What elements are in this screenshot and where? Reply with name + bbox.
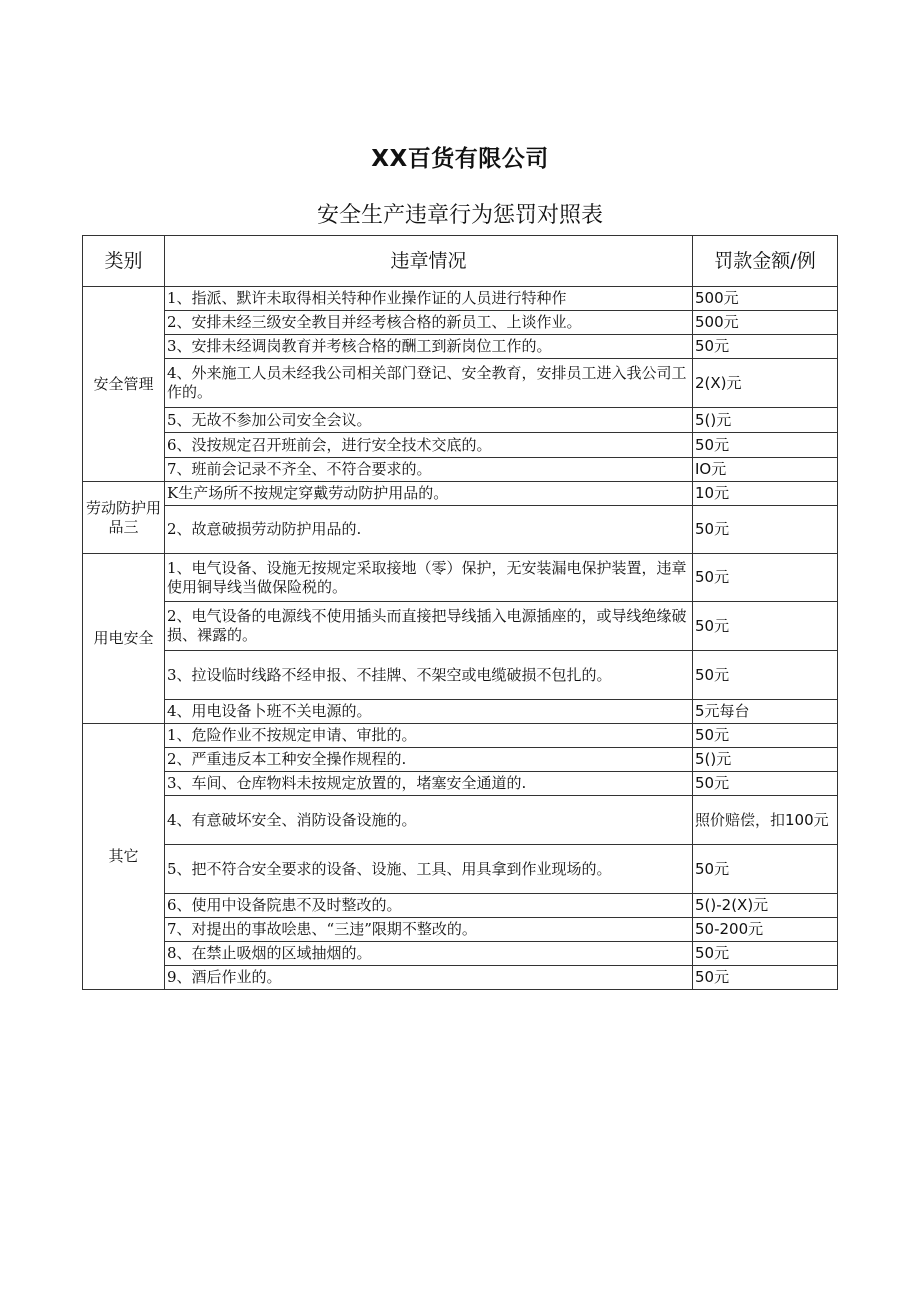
fine-cell: 5()元 xyxy=(693,408,838,433)
table-row xyxy=(83,335,838,359)
table-row xyxy=(83,772,838,796)
table-row xyxy=(83,554,838,602)
violation-cell: 6、使用中设备院患不及时整改的。 xyxy=(165,894,693,918)
table-row xyxy=(83,724,838,748)
violation-cell: 4、外来施工人员未经我公司相关部门登记、安全教育，安排员工进入我公司工作的。 xyxy=(165,359,693,408)
violation-cell: 1、电气设备、设施无按规定采取接地（零）保护，无安装漏电保护装置，违章使用铜导线当做保险税的。 xyxy=(165,554,693,602)
table-row xyxy=(83,845,838,894)
fine-cell: 50元 xyxy=(693,506,838,554)
fine-cell: 50元 xyxy=(693,966,838,990)
company-name: XX百货有限公司 xyxy=(371,146,549,172)
violation-cell: 8、在禁止吸烟的区域抽烟的。 xyxy=(165,942,693,966)
fine-cell: 50元 xyxy=(693,335,838,359)
violation-cell: 1、指派、默许未取得相关特种作业操作证的人员进行特种作 xyxy=(165,287,693,311)
fine-cell: 10元 xyxy=(693,482,838,506)
violation-cell: 5、把不符合安全要求的设备、设施、工具、用具拿到作业现场的。 xyxy=(165,845,693,894)
table-row xyxy=(83,942,838,966)
fine-cell: 50元 xyxy=(693,433,838,458)
fine-cell: 5()-2(X)元 xyxy=(693,894,838,918)
table-row xyxy=(83,359,838,408)
fine-cell: 500元 xyxy=(693,311,838,335)
table-header-row xyxy=(83,236,838,287)
column-header-category: 类别 xyxy=(83,236,165,287)
table-row xyxy=(83,796,838,845)
column-header-violation: 违章情况 xyxy=(165,236,693,287)
table-row xyxy=(83,287,838,311)
fine-cell: 50元 xyxy=(693,554,838,602)
fine-cell: 5元每台 xyxy=(693,700,838,724)
fine-cell: 2(X)元 xyxy=(693,359,838,408)
violation-cell: 3、拉设临时线路不经申报、不挂牌、不架空或电缆破损不包扎的。 xyxy=(165,651,693,700)
violation-cell: K生产场所不按规定穿戴劳动防护用品的。 xyxy=(165,482,693,506)
violation-cell: 2、故意破损劳动防护用品的. xyxy=(165,506,693,554)
column-header-fine: 罚款金额/例 xyxy=(693,236,838,287)
category-electrical-safety: 用电安全 xyxy=(83,554,165,724)
fine-cell: 5()元 xyxy=(693,748,838,772)
violation-cell: 2、电气设备的电源线不使用插头而直接把导线插入电源插座的，或导线绝缘破损、裸露的。 xyxy=(165,602,693,651)
category-other: 其它 xyxy=(83,724,165,990)
fine-cell: 50元 xyxy=(693,772,838,796)
violation-cell: 3、车间、仓库物料未按规定放置的，堵塞安全通道的. xyxy=(165,772,693,796)
violation-cell: 4、有意破坏安全、消防设备设施的。 xyxy=(165,796,693,845)
violation-cell: 7、班前会记录不齐全、不符合要求的。 xyxy=(165,458,693,482)
table-row xyxy=(83,458,838,482)
fine-cell: IO元 xyxy=(693,458,838,482)
fine-cell: 50-200元 xyxy=(693,918,838,942)
violation-cell: 7、对提出的事故哙患、“三违”限期不整改的。 xyxy=(165,918,693,942)
violation-cell: 6、没按规定召开班前会，进行安全技术交底的。 xyxy=(165,433,693,458)
table-row xyxy=(83,311,838,335)
table-row xyxy=(83,433,838,458)
fine-cell: 50元 xyxy=(693,724,838,748)
fine-cell: 50元 xyxy=(693,602,838,651)
table-row xyxy=(83,748,838,772)
fine-cell: 照价赔偿，扣100元 xyxy=(693,796,838,845)
violation-cell: 5、无故不参加公司安全会议。 xyxy=(165,408,693,433)
fine-cell: 50元 xyxy=(693,845,838,894)
table-row xyxy=(83,966,838,990)
violation-cell: 2、严重违反本工种安全操作规程的. xyxy=(165,748,693,772)
penalty-table xyxy=(82,235,838,990)
violation-cell: 1、危险作业不按规定申请、审批的。 xyxy=(165,724,693,748)
category-safety-management: 安全管理 xyxy=(83,287,165,482)
violation-cell: 3、安排未经调岗教育并考核合格的酬工到新岗位工作的。 xyxy=(165,335,693,359)
table-row xyxy=(83,700,838,724)
table-row xyxy=(83,894,838,918)
fine-cell: 500元 xyxy=(693,287,838,311)
table-row xyxy=(83,602,838,651)
violation-cell: 2、安排未经三级安全教目并经考核合格的新员工、上谈作业。 xyxy=(165,311,693,335)
fine-cell: 50元 xyxy=(693,651,838,700)
violation-cell: 9、酒后作业的。 xyxy=(165,966,693,990)
table-row xyxy=(83,482,838,506)
violation-cell: 4、用电设备卜班不关电源的。 xyxy=(165,700,693,724)
category-protective-equipment: 劳动防护用品三 xyxy=(83,482,165,554)
table-row xyxy=(83,408,838,433)
table-row xyxy=(83,506,838,554)
fine-cell: 50元 xyxy=(693,942,838,966)
table-row xyxy=(83,651,838,700)
document-title: 安全生产违章行为惩罚对照表 xyxy=(316,203,603,228)
table-row xyxy=(83,918,838,942)
